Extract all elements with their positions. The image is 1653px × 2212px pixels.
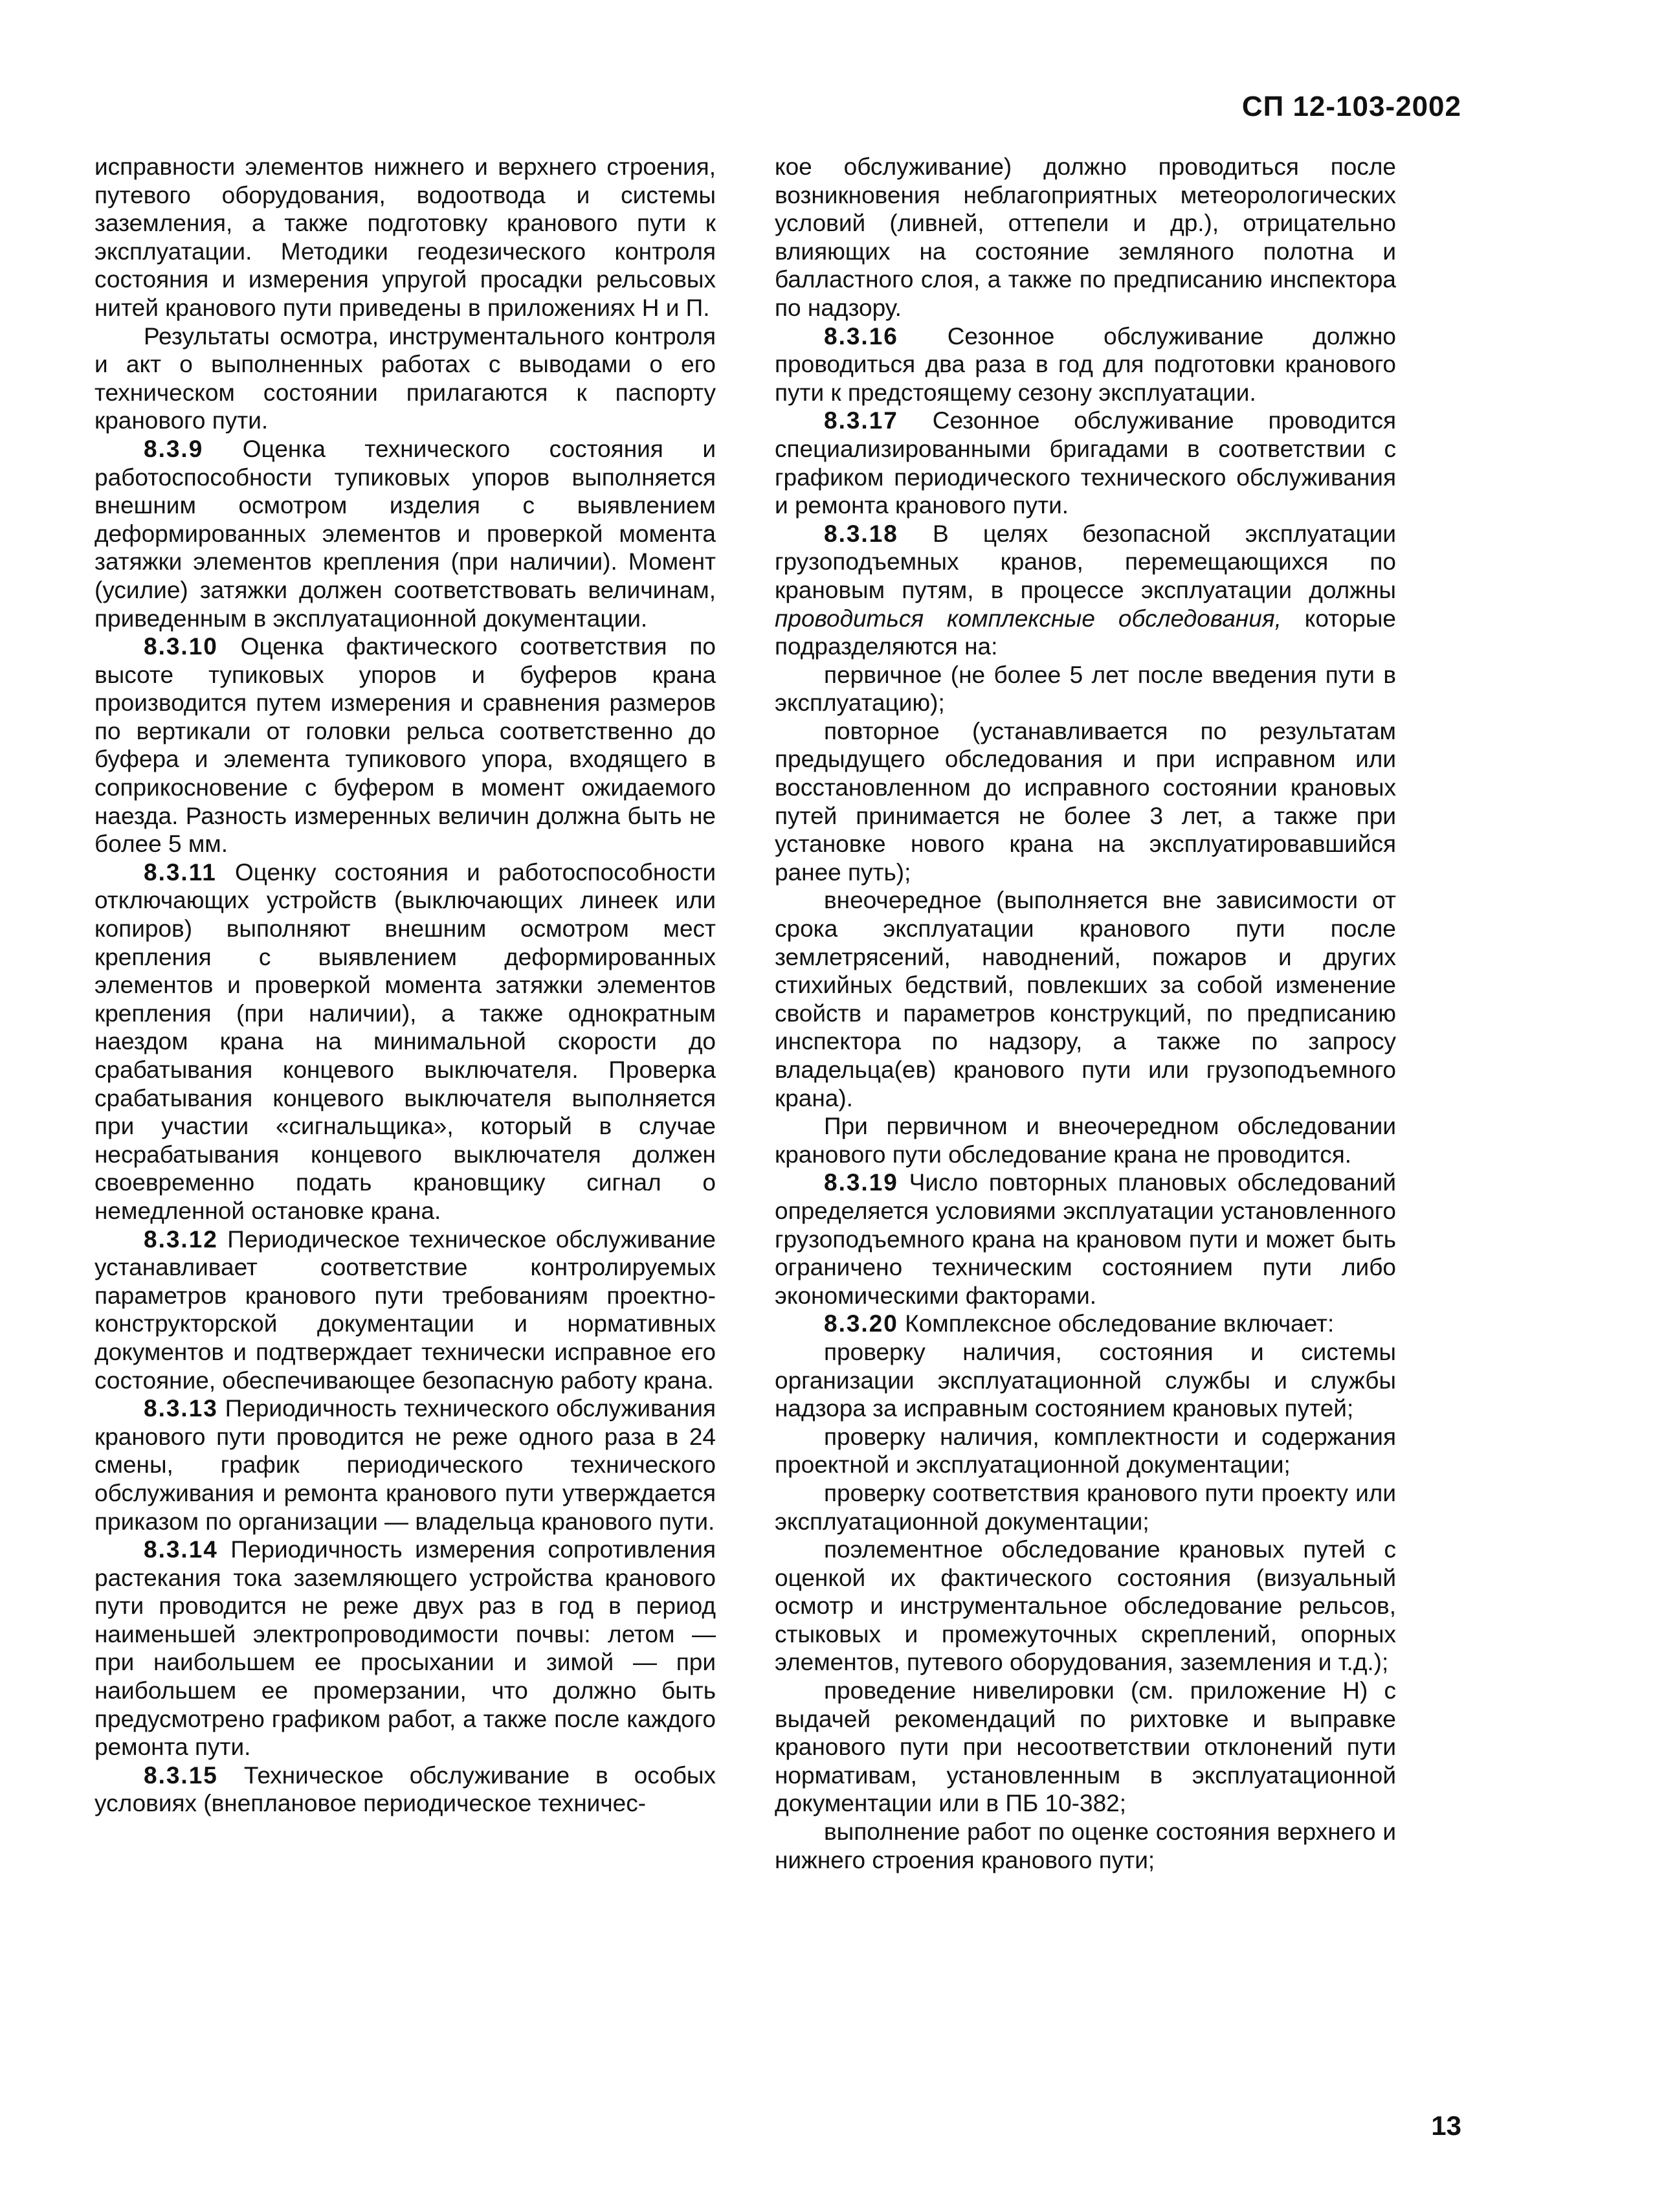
paragraph bbox=[775, 1423, 1396, 1479]
paragraph-text: повторное (устанавливается по результатам предыдущего обследования и при исправном или восстановленном до исправного состоянии крановых путей принимается не более 3 лет, а также при установке нового крана на эксплуатировавшийся ранее путь); bbox=[775, 717, 1396, 886]
paragraph-text: При первичном и внеочередном обследовании кранового пути обследование крана не проводится. bbox=[775, 1113, 1396, 1168]
paragraph bbox=[775, 1112, 1396, 1168]
paragraph-text: Периодичность измерения сопротивления растекания тока заземляющего устройства кранового пути проводится не реже двух раз в год в период наименьшей электропроводимости почвы: летом — при наибольшем ее просыхании и зимой — при наибольшем ее промерзании, что должно быть предусмотрено графиком работ, а также после каждого ремонта пути. bbox=[94, 1536, 716, 1761]
emphasized-text: проводиться комплексные обследования, bbox=[775, 605, 1281, 632]
paragraph bbox=[94, 322, 716, 435]
clause-number: 8.3.18 bbox=[824, 520, 898, 547]
paragraph bbox=[775, 407, 1396, 519]
right-text-column bbox=[775, 153, 1396, 1874]
clause-number: 8.3.11 bbox=[144, 858, 217, 886]
paragraph-text: В целях безопасной эксплуатации грузоподъемных кранов, перемещающихся по крановым путям, в процессе эксплуатации должны bbox=[775, 520, 1396, 603]
paragraph-text: Оценку состояния и работоспособности отключающих устройств (выключающих линеек или копиров) выполняют внешним осмотром мест крепления с выявлением деформированных элементов и проверкой момента затяжки элементов крепления (при наличии), а также однократным наездом крана на минимальной скорости до срабатывания концевого выключателя. Проверка срабатывания концевого выключателя выполняется при участии «сигнальщика», который в случае несрабатывания концевого выключателя должен своевременно подать крановщику сигнал о немедленной остановке крана. bbox=[94, 858, 716, 1224]
paragraph bbox=[94, 1394, 716, 1536]
paragraph bbox=[775, 661, 1396, 717]
paragraph bbox=[775, 717, 1396, 887]
paragraph bbox=[94, 1761, 716, 1818]
paragraph bbox=[775, 1310, 1396, 1338]
paragraph-text: первичное (не более 5 лет после введения пути в эксплуатацию); bbox=[775, 661, 1396, 717]
paragraph-text: кое обслуживание) должно проводиться после возникновения неблагоприятных метеорологических условий (ливней, оттепели и др.), отрицательно влияющих на состояние земляного полотна и балластного слоя, а также по предписанию инспектора по надзору. bbox=[775, 153, 1396, 321]
paragraph bbox=[94, 858, 716, 1225]
clause-number: 8.3.15 bbox=[144, 1761, 218, 1789]
paragraph bbox=[94, 435, 716, 632]
clause-number: 8.3.20 bbox=[824, 1310, 898, 1337]
paragraph-text: проведение нивелировки (см. приложение Н) с выдачей рекомендаций по рихтовке и выправке кранового пути при несоответствии отклонений пути нормативам, установленным в эксплуатационной документации или в ПБ 10-382; bbox=[775, 1677, 1396, 1817]
clause-number: 8.3.12 bbox=[144, 1225, 218, 1253]
paragraph bbox=[775, 886, 1396, 1112]
paragraph bbox=[775, 520, 1396, 661]
paragraph-text: исправности элементов нижнего и верхнего строения, путевого оборудования, водоотвода и системы заземления, а также подготовку кранового пути к эксплуатации. Методики геодезического контроля состояния и измерения упругой просадки рельсовых нитей кранового пути приведены в приложениях Н и П. bbox=[94, 153, 716, 321]
paragraph-text: Периодическое техническое обслуживание устанавливает соответствие контролируемых параметров кранового пути требованиям проектно-конструкторской документации и нормативных документов и подтверждает технически исправное его состояние, обеспечивающее безопасную работу крана. bbox=[94, 1225, 716, 1394]
paragraph-text: Сезонное обслуживание должно проводиться два раза в год для подготовки кранового пути к предстоящему сезону эксплуатации. bbox=[775, 322, 1396, 406]
paragraph bbox=[775, 1479, 1396, 1536]
clause-number: 8.3.19 bbox=[824, 1169, 898, 1196]
paragraph bbox=[94, 1225, 716, 1395]
paragraph-text: проверку соответствия кранового пути проекту или эксплуатационной документации; bbox=[775, 1479, 1396, 1535]
paragraph-text: Оценка технического состояния и работоспособности тупиковых упоров выполняется внешним осмотром изделия с выявлением деформированных элементов и проверкой момента затяжки элементов крепления (при наличии). Момент (усилие) затяжки должен соответствовать величинам, приведенным в эксплуатационной документации. bbox=[94, 435, 716, 632]
paragraph bbox=[94, 1536, 716, 1761]
clause-number: 8.3.13 bbox=[144, 1395, 218, 1422]
paragraph-text: Комплексное обследование включает: bbox=[898, 1310, 1335, 1337]
paragraph bbox=[775, 1338, 1396, 1423]
paragraph-text: Результаты осмотра, инструментального контроля и акт о выполненных работах с выводами о его техническом состоянии прилагаются к паспорту кранового пути. bbox=[94, 322, 716, 434]
left-text-column bbox=[94, 153, 716, 1818]
clause-number: 8.3.16 bbox=[824, 322, 898, 350]
paragraph-text: Число повторных плановых обследований определяется условиями эксплуатации установленного грузоподъемного крана на крановом пути и может быть ограничено техническим состоянием пути либо экономическими факторами. bbox=[775, 1169, 1396, 1309]
paragraph bbox=[94, 153, 716, 322]
paragraph-text: поэлементное обследование крановых путей с оценкой их фактического состояния (визуальный осмотр и инструментальное обследование рельсов, стыковых и промежуточных скреплений, опорных элементов, путевого оборудования, заземления и т.д.); bbox=[775, 1536, 1396, 1676]
paragraph bbox=[775, 1677, 1396, 1818]
paragraph-text: выполнение работ по оценке состояния верхнего и нижнего строения кранового пути; bbox=[775, 1818, 1396, 1873]
paragraph bbox=[775, 1818, 1396, 1874]
clause-number: 8.3.14 bbox=[144, 1536, 218, 1563]
paragraph bbox=[775, 1536, 1396, 1677]
document-code-header: СП 12-103-2002 bbox=[1241, 91, 1461, 122]
paragraph-text-tail: которые подразделяются на: bbox=[775, 605, 1396, 660]
clause-number: 8.3.9 bbox=[144, 435, 204, 462]
paragraph-text: Периодичность технического обслуживания кранового пути проводится не реже одного раза в 24 смены, график периодического технического обслуживания и ремонта кранового пути утверждается приказом по организации — владельца кранового пути. bbox=[94, 1395, 716, 1535]
paragraph-text: Оценка фактического соответствия по высоте тупиковых упоров и буферов крана производится путем измерения и сравнения размеров по вертикали от головки рельса соответственно до буфера и элемента тупикового упора, входящего в соприкосновение с буфером в момент ожидаемого наезда. Разность измеренных величин должна быть не более 5 мм. bbox=[94, 633, 716, 858]
paragraph bbox=[775, 153, 1396, 322]
clause-number: 8.3.17 bbox=[824, 407, 898, 434]
paragraph-text: проверку наличия, состояния и системы организации эксплуатационной службы и службы надзора за исправным состоянием крановых путей; bbox=[775, 1338, 1396, 1422]
paragraph-text: Сезонное обслуживание проводится специализированными бригадами в соответствии с графиком периодического технического обслуживания и ремонта кранового пути. bbox=[775, 407, 1396, 519]
paragraph bbox=[775, 322, 1396, 407]
page-number: 13 bbox=[1431, 2110, 1461, 2141]
paragraph bbox=[94, 632, 716, 858]
paragraph-text: Техническое обслуживание в особых условиях (внеплановое периодическое техничес- bbox=[94, 1761, 716, 1817]
paragraph bbox=[775, 1168, 1396, 1310]
paragraph-text: внеочередное (выполняется вне зависимости от срока эксплуатации кранового пути после землетрясений, наводнений, пожаров и других стихийных бедствий, повлекших за собой изменение свойств и параметров конструкций, по предписанию инспектора по надзору, а также по запросу владельца(ев) кранового пути или грузоподъемного крана). bbox=[775, 887, 1396, 1112]
clause-number: 8.3.10 bbox=[144, 633, 218, 660]
paragraph-text: проверку наличия, комплектности и содержания проектной и эксплуатационной документации; bbox=[775, 1423, 1396, 1479]
